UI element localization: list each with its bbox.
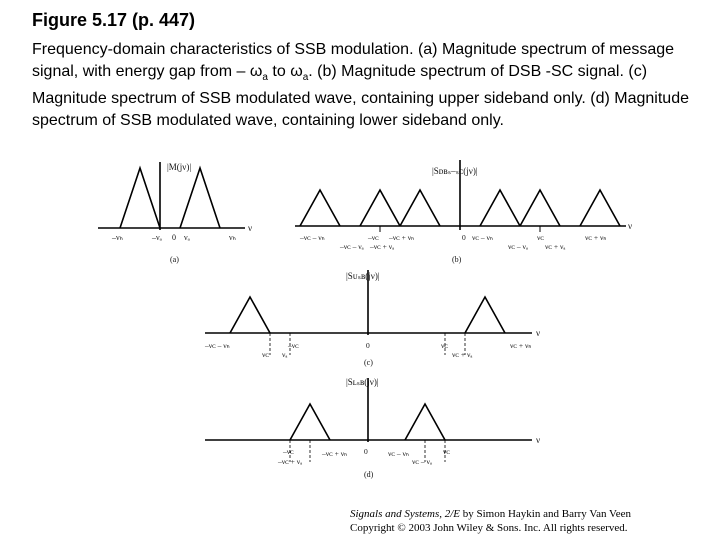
panel-a-ylabel: |M(jν)| — [167, 162, 192, 172]
copyright-credit — [350, 507, 631, 535]
tick-label: νᴄ + νₕ — [510, 341, 532, 350]
panel-b-band — [520, 190, 560, 226]
tick-label: νₕ — [229, 233, 236, 242]
panel-a-upper-band — [180, 168, 220, 228]
tick-label: νᴄ — [537, 233, 544, 242]
panel-d-ylabel: |Sʟₛʙ(jν)| — [346, 377, 379, 387]
book-authors: by Simon Haykin and Barry Van Veen — [460, 508, 631, 520]
figure-caption: Frequency-domain characteristics of SSB modulation. (a) Magnitude spectrum of message signal, with energy gap from – $\omega_a$ to $\omega_a$. (b) Magnitude spectrum of DSB -SC signal. (c) Magnitude spectrum of SSB modulated wave, containing upper sideband only. (d) Magnitude spectrum of SSB modulated wave, containing lower sideband only. — [32, 41, 689, 129]
tick-label: –νᴄ — [283, 447, 294, 456]
panel-a — [98, 162, 252, 264]
tick-label: νᴄ – νₕ — [388, 449, 409, 458]
panel-d — [205, 377, 540, 479]
panel-b-band — [480, 190, 520, 226]
tick-label: νᴄ — [441, 341, 448, 350]
tick-label: νₐ — [184, 233, 190, 242]
panel-b-tag: (b) — [452, 255, 462, 264]
tick-label: νᴄ + νₐ — [545, 242, 566, 251]
tick-label: 0 — [172, 233, 176, 242]
panel-d-tag: (d) — [364, 470, 374, 479]
book-title: Signals and Systems, 2/E — [350, 508, 460, 520]
tick-label: 0 — [462, 233, 466, 242]
panel-c-ylabel: |Sᴜₛʙ(jν)| — [346, 271, 380, 281]
figure-title: Figure 5.17 (p. 447) — [32, 10, 196, 30]
panel-c-axis-var: ν — [536, 328, 541, 338]
tick-label: νᴄ + νₕ — [585, 233, 607, 242]
panel-c — [204, 270, 540, 367]
tick-label: –νₐ — [152, 233, 162, 242]
panel-b-band — [400, 190, 440, 226]
panel-c-tag: (c) — [364, 358, 373, 367]
tick-label: –νᴄ — [288, 341, 299, 350]
tick-label: νₐ — [282, 350, 288, 359]
panel-d-lower-band — [290, 404, 330, 440]
tick-label: νᴄ – νₕ — [472, 233, 493, 242]
tick-label: 0 — [366, 341, 370, 350]
panel-a-lower-band — [120, 168, 160, 228]
panel-b-band — [360, 190, 400, 226]
tick-label: –νₕ — [112, 233, 123, 242]
tick-label: –νᴄ + νₐ — [370, 242, 395, 251]
panel-d-axis-var: ν — [536, 435, 541, 445]
panel-a-axis-var: ν — [248, 223, 253, 233]
tick-label: –νᴄ – νₕ — [205, 341, 230, 350]
panel-b — [295, 160, 632, 264]
panel-d-upper-band — [405, 404, 445, 440]
copyright-line: Copyright © 2003 John Wiley & Sons. Inc. All rights reserved. — [350, 522, 628, 534]
tick-label: νᴄ – νₐ — [412, 457, 432, 466]
tick-label: 0 — [364, 447, 368, 456]
panel-a-tag: (a) — [170, 255, 179, 264]
tick-label: –νᴄ — [368, 233, 379, 242]
tick-label: –νᴄ + νₕ — [389, 233, 415, 242]
tick-label: –νᴄ + νₕ — [322, 449, 348, 458]
tick-label: –νᴄ – νₐ — [340, 242, 364, 251]
panel-b-ylabel: |Sᴅʙₛ–ₛᴄ(jν)| — [432, 166, 478, 176]
panel-b-axis-var: ν — [628, 221, 633, 231]
panel-c-upper-band — [465, 297, 505, 333]
tick-label: –νᴄ – νₕ — [300, 233, 325, 242]
panel-b-band — [580, 190, 620, 226]
tick-label: νᴄ — [262, 350, 269, 359]
tick-label: νᴄ + νₐ — [452, 350, 473, 359]
tick-label: νᴄ – νₐ — [508, 242, 528, 251]
panel-b-band — [300, 190, 340, 226]
tick-label: νᴄ — [443, 447, 450, 456]
panel-c-lower-band — [230, 297, 270, 333]
tick-label: –νᴄ + νₐ — [278, 457, 303, 466]
